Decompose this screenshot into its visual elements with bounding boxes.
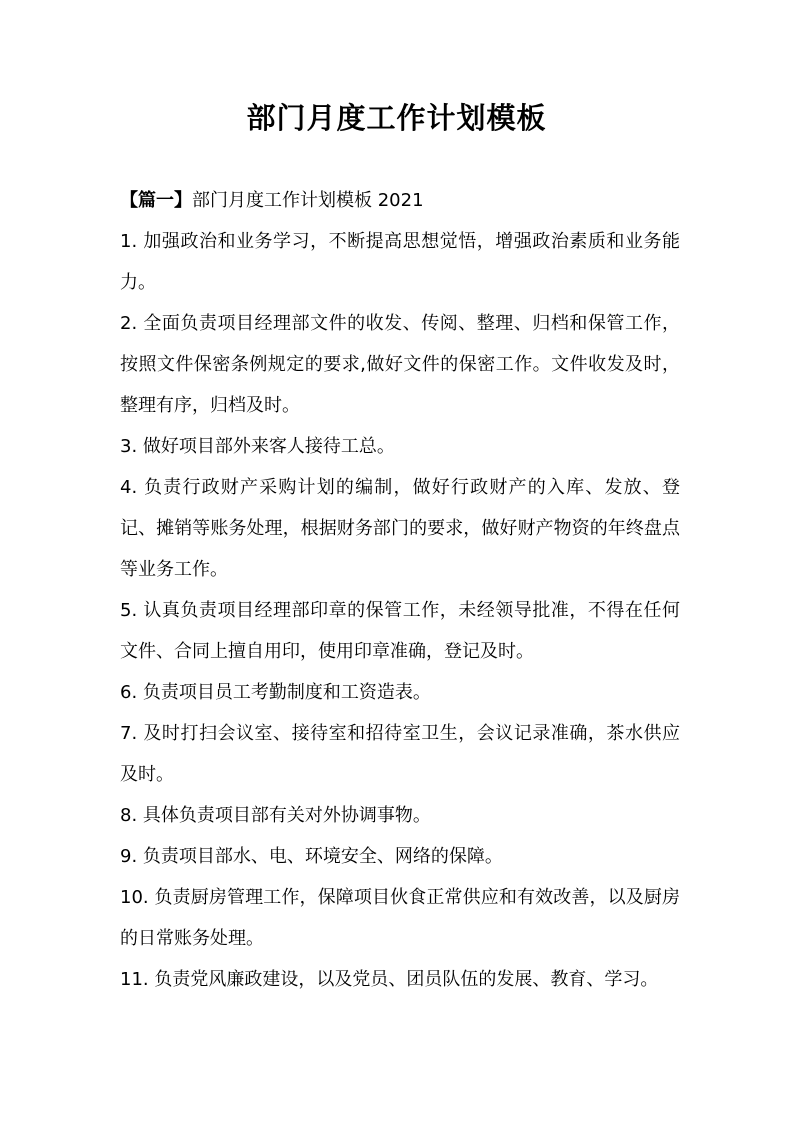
page-title: 部门月度工作计划模板 (246, 101, 547, 135)
list-item-9: 9. 负责项目部水、电、环境安全、网络的保障。 (120, 846, 503, 867)
list-item-5: 5. 认真负责项目经理部印章的保管工作，未经领导批准，不得在任何文件、合同上擅自用印，使用印章准确，登记及时。 (120, 600, 680, 662)
list-item-11: 11. 负责党风廉政建设，以及党员、团员队伍的发展、教育、学习。 (120, 969, 659, 990)
list-item-3: 3. 做好项目部外来客人接待工总。 (120, 436, 395, 457)
section-bracket-label: 【篇一】 (120, 190, 192, 211)
section-heading (120, 180, 680, 221)
list-item-6: 6. 负责项目员工考勤制度和工资造表。 (120, 682, 431, 703)
list-item-4: 4. 负责行政财产采购计划的编制，做好行政财产的入库、发放、登记、摊销等账务处理，根据财务部门的要求，做好财产物资的年终盘点等业务工作。 (120, 477, 680, 580)
list-item-10: 10. 负责厨房管理工作，保障项目伙食正常供应和有效改善，以及厨房的日常账务处理。 (120, 887, 680, 949)
list-item-2: 2. 全面负责项目经理部文件的收发、传阅、整理、归档和保管工作，按照文件保密条例规定的要求,做好文件的保密工作。文件收发及时，整理有序，归档及时。 (120, 313, 680, 416)
list-item-1: 1. 加强政治和业务学习，不断提高思想觉悟，增强政治素质和业务能力。 (120, 231, 680, 293)
list-item-7: 7. 及时打扫会议室、接待室和招待室卫生，会议记录准确，茶水供应及时。 (120, 723, 680, 785)
list-item-8: 8. 具体负责项目部有关对外协调事物。 (120, 805, 431, 826)
document-body (120, 180, 680, 1000)
section-heading-text: 部门月度工作计划模板 2021 (192, 190, 424, 211)
